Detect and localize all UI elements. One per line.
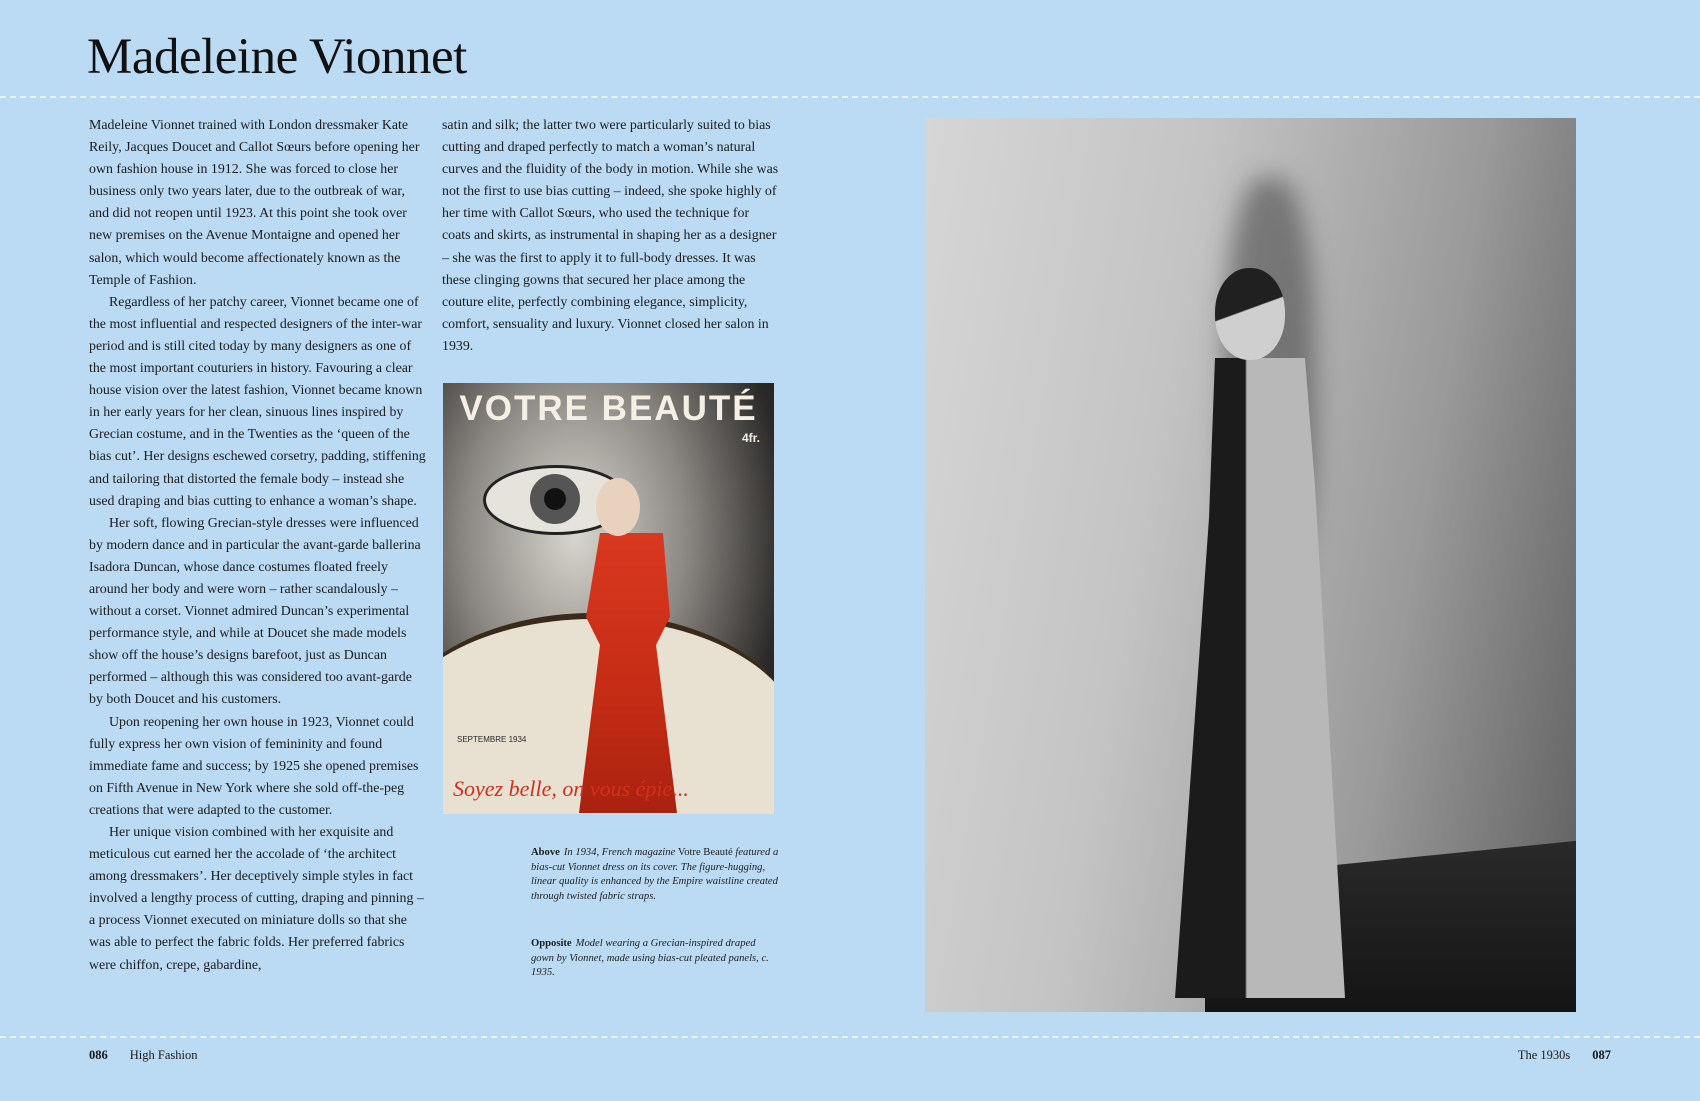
caption-magazine-name: Votre Beauté: [677, 847, 733, 858]
cover-masthead: VOTRE BEAUTÉ: [459, 389, 758, 428]
model-head: [596, 478, 640, 536]
body-column-1: [89, 115, 427, 977]
cover-date: SEPTEMBRE 1934: [457, 735, 527, 744]
caption-label: Opposite: [531, 938, 572, 949]
footer-right: [1518, 1048, 1611, 1063]
bottom-dashed-rule: [0, 1036, 1700, 1038]
footer-left: [89, 1048, 197, 1063]
body-column-2: [442, 115, 780, 358]
draped-gown: [1165, 358, 1365, 998]
caption-opposite: [531, 937, 781, 981]
gown-photograph: [925, 118, 1576, 1012]
paragraph: Upon reopening her own house in 1923, Vionnet could fully express her own vision of femininity and found immediate fame and success; by 1925 she opened premises on Fifth Avenue in New York where she sold off-the-peg creations that were adapted to the customer.: [89, 714, 419, 818]
section-name-left: High Fashion: [129, 1048, 198, 1062]
paragraph: Her soft, flowing Grecian-style dresses were influenced by modern dance and in particular the avant-garde ballerina Isadora Duncan, whose dance costumes floated freely around her body and were worn – rather scandalously – without a corset. Vionnet admired Duncan’s experimental performance style, and while at Doucet she made models show off the house’s designs barefoot, just as Duncan performed – although this was considered too avant-garde by both Doucet and his customers.: [89, 515, 421, 708]
caption-text: In 1934, French magazine: [563, 847, 678, 858]
paragraph: Regardless of her patchy career, Vionnet became one of the most influential and respected designers of the inter-war period and is still cited today by many designers as one of the most important couturiers in history. Favouring a clear house vision over the latest fashion, Vionnet became known in her early years for her clean, sinuous lines inspired by Grecian costume, and in the Twenties as the ‘queen of the bias cut’. Her designs eschewed corsetry, padding, stiffening and tailoring that distorted the female body – instead she used draping and bias cutting to enhance a woman’s shape.: [89, 294, 426, 509]
caption-text: featured a bias-cut Vionnet dress on its cover. The figure-hugging, linear quality is enhanced by the Empire waistline created through twisted fabric straps.: [531, 847, 779, 902]
page-number-left: 086: [89, 1048, 108, 1062]
cover-slogan: Soyez belle, on vous épie...: [453, 776, 689, 801]
paragraph: Her unique vision combined with her exquisite and meticulous cut earned her the accolade of ‘the architect among dressmakers’. Her deceptively simple styles in fact involved a lengthy process of cutting, draping and pinning – a process Vionnet executed on miniature dolls so that she was able to perfect the fabric folds. Her preferred fabrics were chiffon, crepe, gabardine,: [89, 825, 424, 973]
magazine-cover-image: [443, 383, 774, 814]
page-title: Madeleine Vionnet: [87, 29, 467, 85]
cover-price: 4fr.: [741, 431, 760, 445]
model-head: [1215, 268, 1285, 360]
top-dashed-rule: [0, 96, 1700, 98]
page-number-right: 087: [1592, 1048, 1611, 1062]
caption-text: Model wearing a Grecian-inspired draped gown by Vionnet, made using bias-cut pleated panels, c. 1935.: [531, 938, 769, 979]
caption-label: Above: [531, 847, 560, 858]
caption-above: [531, 846, 781, 904]
paragraph: Madeleine Vionnet trained with London dressmaker Kate Reily, Jacques Doucet and Callot Sœurs before opening her own fashion house in 1912. She was forced to close her business only two years later, due to the outbreak of war, and did not reopen until 1923. At this point she took over new premises on the Avenue Montaigne and opened her salon, which would become affectionately known as the Temple of Fashion.: [89, 118, 420, 288]
paragraph: satin and silk; the latter two were particularly suited to bias cutting and draped perfectly to match a woman’s natural curves and the fluidity of the body in motion. While she was not the first to use bias cutting – indeed, she spoke highly of her time with Callot Sœurs, who used the technique for coats and skirts, as instrumental in shaping her as a designer – she was the first to apply it to full-body dresses. It was these clinging gowns that secured her place among the couture elite, perfectly combining elegance, simplicity, comfort, sensuality and luxury. Vionnet closed her salon in 1939.: [442, 118, 779, 354]
section-name-right: The 1930s: [1517, 1048, 1571, 1062]
